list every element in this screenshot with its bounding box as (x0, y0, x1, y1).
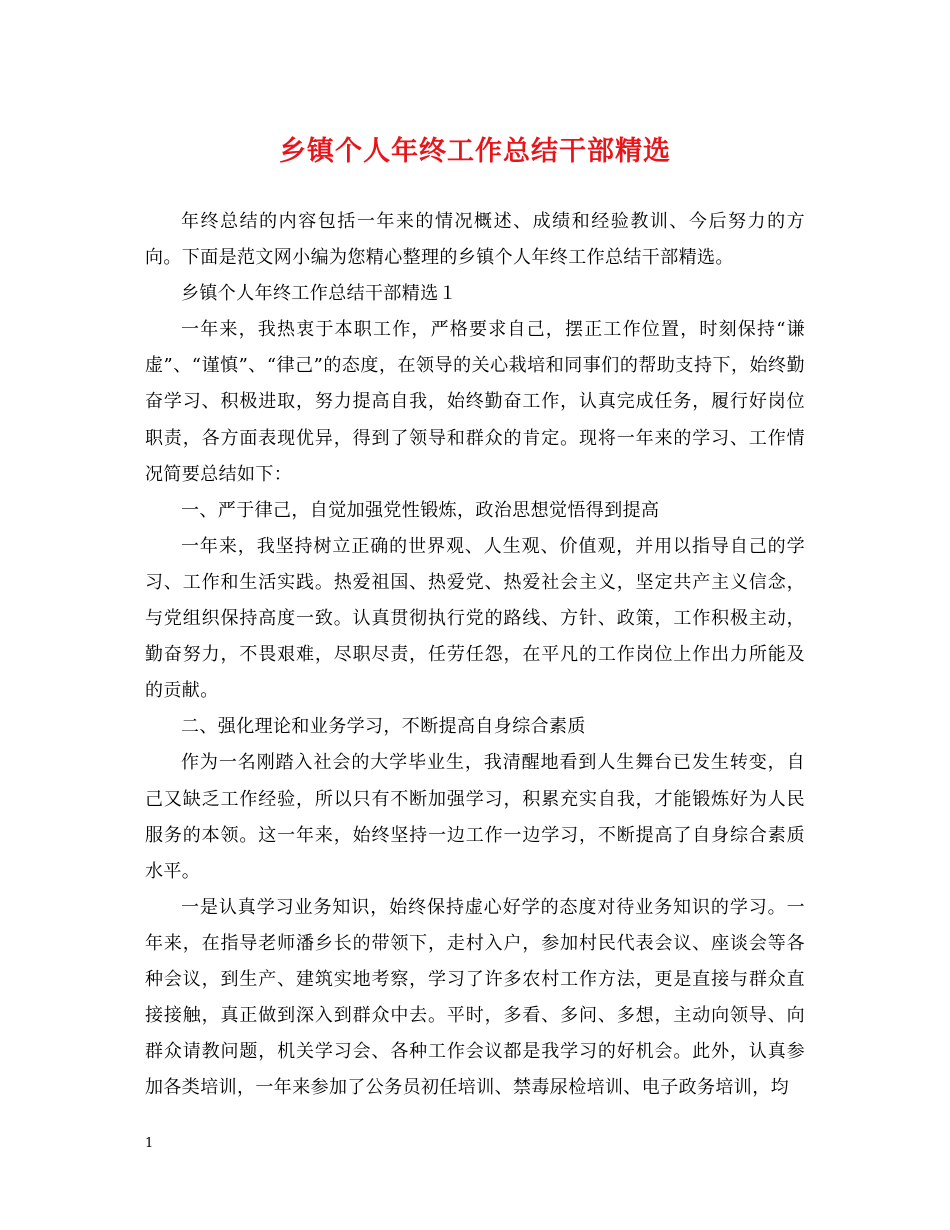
paragraph-intro: 年终总结的内容包括一年来的情况概述、成绩和经验教训、今后努力的方向。下面是范文网小编为您精心整理的乡镇个人年终工作总结干部精选。 (145, 211, 805, 269)
page-number: 1 (145, 1136, 154, 1151)
paragraph-overview: 一年来，我热衷于本职工作，严格要求自己，摆正工作位置，时刻保持“谦虚”、“谨慎”、“律己”的态度，在领导的关心栽培和同事们的帮助支持下，始终勤奋学习、积极进取，努力提高自我，始终勤奋工作，认真完成任务，履行好岗位职责，各方面表现优异，得到了领导和群众的肯定。现将一年来的学习、工作情况简要总结如下： (145, 319, 805, 485)
paragraph-section-2: 作为一名刚踏入社会的大学毕业生，我清醒地看到人生舞台已发生转变，自己又缺乏工作经验，所以只有不断加强学习，积累充实自我，才能锻炼好为人民服务的本领。这一年来，始终坚持一边工作一边学习，不断提高了自身综合素质水平。 (145, 752, 805, 882)
paragraph-subtitle: 乡镇个人年终工作总结干部精选１ (181, 283, 457, 305)
section-heading-1: 一、严于律己，自觉加强党性锻炼，政治思想觉悟得到提高 (181, 499, 660, 521)
paragraph-section-1: 一年来，我坚持树立正确的世界观、人生观、价值观，并用以指导自己的学习、工作和生活实践。热爱祖国、热爱党、热爱社会主义，坚定共产主义信念，与党组织保持高度一致。认真贯彻执行党的路线、方针、政策，工作积极主动，勤奋努力，不畏艰难，尽职尽责，任劳任怨，在平凡的工作岗位上作出力所能及的贡献。 (145, 535, 805, 702)
paragraph-section-2-detail: 一是认真学习业务知识，始终保持虚心好学的态度对待业务知识的学习。一年来，在指导老师潘乡长的带领下，走村入户，参加村民代表会议、座谈会等各种会议，到生产、建筑实地考察，学习了许多农村工作方法，更是直接与群众直接接触，真正做到深入到群众中去。平时，多看、多问、多想，主动向领导、向群众请教问题，机关学习会、各种工作会议都是我学习的好机会。此外，认真参加各类培训，一年来参加了公务员初任培训、禁毒尿检培训、电子政务培训，均 (145, 896, 805, 1099)
document-body (145, 204, 805, 1106)
document-title: 乡镇个人年终工作总结干部精选 (279, 136, 671, 167)
section-heading-2: 二、强化理论和业务学习，不断提高自身综合素质 (181, 716, 586, 738)
